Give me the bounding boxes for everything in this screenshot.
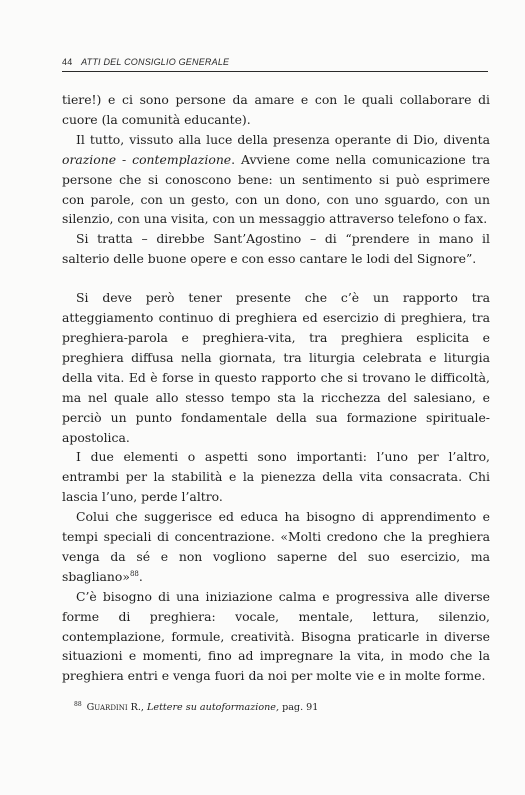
header-rule	[62, 71, 488, 72]
paragraph-3-text: Si tratta – direbbe Sant’Agostino – di “prendere in mano il salterio delle buone opere e con esso cantare le lodi del Signore”.	[62, 231, 490, 267]
running-title: ATTI DEL CONSIGLIO GENERALE	[81, 57, 230, 67]
footnote-reference-88[interactable]: 88	[129, 569, 139, 578]
paragraph-2-text-end: . Avviene come nella comunicazione tra persone che si conoscono bene: un sentimento si può esprimere con parole, con un gesto, con un dono, con uno sguardo, con un silenzio, con una visita, con un messaggio attraverso telefono o fax.	[62, 151, 490, 227]
paragraph-4	[62, 288, 490, 447]
page-number: 44	[62, 57, 73, 67]
paragraph-6	[62, 507, 490, 587]
paragraph-7	[62, 587, 490, 687]
paragraph-6-text: Colui che suggerisce ed educa ha bisogno di apprendimento e tempi speciali di concentrazione. «Molti credono che la preghiera venga da sé e non vogliono saperne del suo esercizio, ma sbagliano»	[62, 509, 490, 584]
footnote-page: pag. 91	[282, 702, 319, 713]
footnote-number: 88	[74, 701, 82, 708]
footnote-88	[74, 698, 494, 714]
paragraph-2-emphasis: orazione - contemplazione	[62, 151, 232, 167]
running-header	[62, 57, 462, 67]
paragraph-2-text-start: Il tutto, vissuto alla luce della presenza operante di Dio, diventa	[76, 131, 490, 147]
footnote-title: Lettere su autoformazione,	[147, 702, 279, 713]
paragraph-5-text: I due elementi o aspetti sono importanti: l’uno per l’altro, entrambi per la stabilità e la pienezza della vita consacrata. Chi lascia l’uno, perde l’altro.	[62, 449, 490, 505]
paragraph-7-text: C’è bisogno di una iniziazione calma e progressiva alle diverse forme di preghiera: vocale, mentale, lettura, silenzio, contemplazione, formule, creatività. Bisogna praticarle in diverse situazioni e momenti, fino ad impregnare la vita, in modo che la preghiera entri e venga fuori da noi per molte vie e in molte forme.	[62, 588, 490, 684]
body-text	[62, 90, 490, 686]
paragraph-1	[62, 90, 490, 130]
paragraph-3	[62, 229, 490, 269]
paragraph-5	[62, 447, 490, 507]
footnote-author: Guardini R.,	[86, 702, 144, 713]
paragraph-4-text: Si deve però tener presente che c’è un rapporto tra atteggiamento continuo di preghiera ed esercizio di preghiera, tra preghiera-parola e preghiera-vita, tra preghiera esplicita e preghiera diffusa nella giornata, tra liturgia celebrata e liturgia della vita. Ed è forse in questo rapporto che si trovano le difficoltà, ma nel quale allo stesso tempo sta la ricchezza del salesiano, e perciò un punto fondamentale della sua formazione spirituale-apostolica.	[62, 290, 490, 445]
paragraph-2	[62, 130, 490, 230]
paragraph-6-text-end: .	[138, 568, 143, 584]
paragraph-1-text: tiere!) e ci sono persone da amare e con le quali collaborare di cuore (la comunità educante).	[62, 92, 490, 127]
